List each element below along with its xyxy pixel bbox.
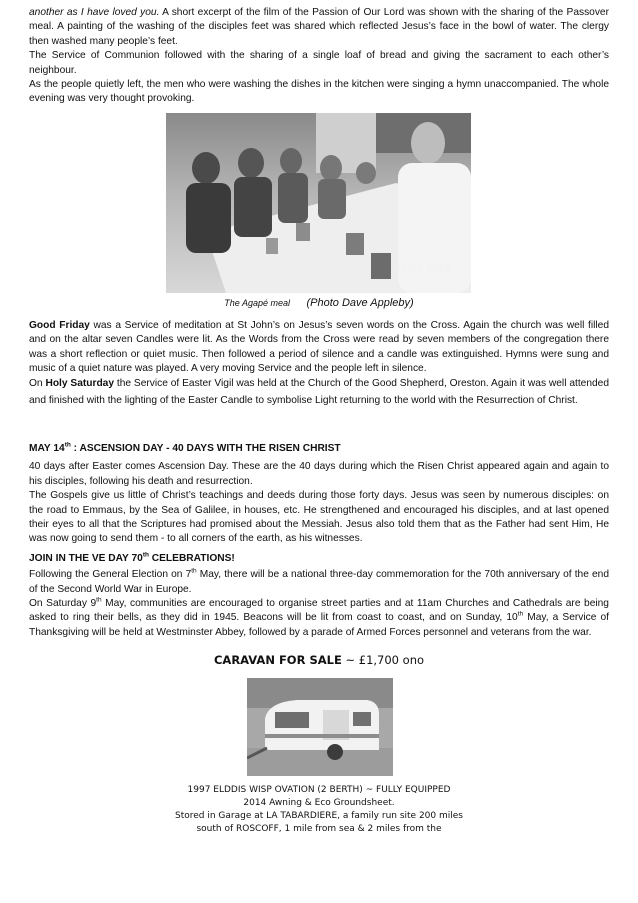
ascension-heading-sup: th <box>64 441 71 449</box>
ve-day-paragraph-2 <box>29 597 609 640</box>
intro-paragraph-2: The Service of Communion followed with the sharing of a single loaf of bread and giving the sacrament to each other’s neighbour. <box>29 50 609 76</box>
intro-paragraph-3: As the people quietly left, the men who were washing the dishes in the kitchen were singing a hymn unaccompanied. The whole evening was very thought provoking. <box>29 79 609 105</box>
ve-day-heading-rest: CELEBRATIONS! <box>148 552 235 564</box>
newsletter-page <box>29 6 609 836</box>
ascension-heading <box>29 442 609 456</box>
caravan-desc-line-4: south of ROSCOFF, 1 mile from sea & 2 miles from the <box>196 824 442 835</box>
ascension-paragraph-2: The Gospels give us little of Christ’s teachings and deeds during those forty days. Jesus was seen by numerous disciples: on the road to Emmaus, by the Sea of Galilee, in houses, etc. He strengthened and encouraged his disciples, and at last opened their eyes to all that the Scriptures had promised about the Messiah. Jesus also told them that as the Father had sent Him, He was now going to send them - to all corners of the earth, as his witnesses. <box>29 490 609 545</box>
holy-saturday-heading: Holy Saturday <box>45 378 115 390</box>
intro-text: A short excerpt of the film of the Passion of Our Lord was shown with the sharing of the Passover meal. A painting of the washing of the disciples feet was shared which reflected Jesus’s face in the bowl of water. The clergy then washed many people’s feet. <box>29 7 609 47</box>
agape-meal-photo <box>166 113 471 293</box>
agape-meal-photo-art <box>166 113 471 293</box>
holy-saturday-text: the Service of Easter Vigil was held at the Church of the Good Shepherd, Oreston. Again it was well attended and finished with the lighting of the Easter Candle to symbolise Light returning to the world with the Resurrection of Christ. <box>29 378 609 406</box>
caravan-photo <box>247 678 393 776</box>
intro-italic-quote: another as I have loved you. <box>29 7 160 18</box>
caravan-title: CARAVAN FOR SALE <box>213 653 342 668</box>
ve-day-p2-a: On Saturday 9 <box>29 597 97 609</box>
ve-day-p2-sup2: th <box>517 610 524 618</box>
ascension-paragraph-1: 40 days after Easter comes Ascension Day. These are the 40 days during which the Risen Christ appeared again and again to his disciples, following his death and resurrection. <box>29 461 609 487</box>
caravan-desc-line-3: Stored in Garage at LA TABARDIERE, a family run site 200 miles <box>175 811 463 822</box>
ve-day-p2-c: May, a Service of Thanksgiving will be held at Westminster Abbey, followed by a parade of Armed Forces personnel and veterans from the war. <box>29 612 609 638</box>
caravan-desc-line-1: 1997 ELDDIS WISP OVATION (2 BERTH) ~ FULLY EQUIPPED <box>187 785 451 796</box>
caption-credit: (Photo Dave Appleby) <box>306 296 414 309</box>
ascension-heading-part: MAY 14 <box>29 442 65 454</box>
good-friday-paragraph <box>29 319 609 377</box>
ascension-heading-rest: : ASCENSION DAY - 40 DAYS WITH THE RISEN CHRIST <box>70 442 341 454</box>
ve-day-heading-part: JOIN IN THE VE DAY 70 <box>29 552 143 564</box>
holy-saturday-prefix: On <box>29 378 46 390</box>
photo-date-stamp: 02.04.2015 <box>394 262 452 274</box>
intro-paragraph-1 <box>29 6 609 49</box>
photo-caption <box>29 297 609 309</box>
ve-day-p1-b: May, there will be a national three-day commemoration for the 70th anniversary of the end of the Second World War in Europe. <box>29 569 609 595</box>
ve-day-p1-sup: th <box>191 567 197 575</box>
caravan-photo-art <box>247 678 393 776</box>
ve-day-paragraph-1 <box>29 568 609 597</box>
ve-day-p2-sup: th <box>96 596 102 604</box>
ve-day-heading <box>29 552 609 566</box>
caravan-desc-line-2: 2014 Awning & Eco Groundsheet. <box>243 798 395 809</box>
caravan-price: ~ £1,700 ono <box>341 653 425 668</box>
caravan-heading <box>29 652 609 668</box>
good-friday-text: was a Service of meditation at St John’s on Jesus’s seven words on the Cross. Again the church was well filled and on the altar seven Candles were lit. As the Words from the Cross were read by seven members of the congregation there was a short reflection or quiet music. Then followed a period of silence and a candle was extinguished. Hymns were sung and music of a quiet nature was played. A very moving Service and the people left in silence. <box>29 319 609 375</box>
ve-day-heading-sup: th <box>142 551 149 559</box>
caravan-description <box>29 784 609 836</box>
good-friday-heading: Good Friday <box>29 319 90 331</box>
holy-saturday-paragraph <box>29 376 609 408</box>
caption-title: The Agapé meal <box>224 297 290 308</box>
ve-day-p1-a: Following the General Election on 7 <box>29 569 192 581</box>
ve-day-p2-b: May, communities are encouraged to organise street parties and at 11am Churches and Cathedrals are being asked to ring their bells, as they did in 1945. Beacons will be lit from coast to coast, and on Sunday, 10 <box>29 597 609 624</box>
